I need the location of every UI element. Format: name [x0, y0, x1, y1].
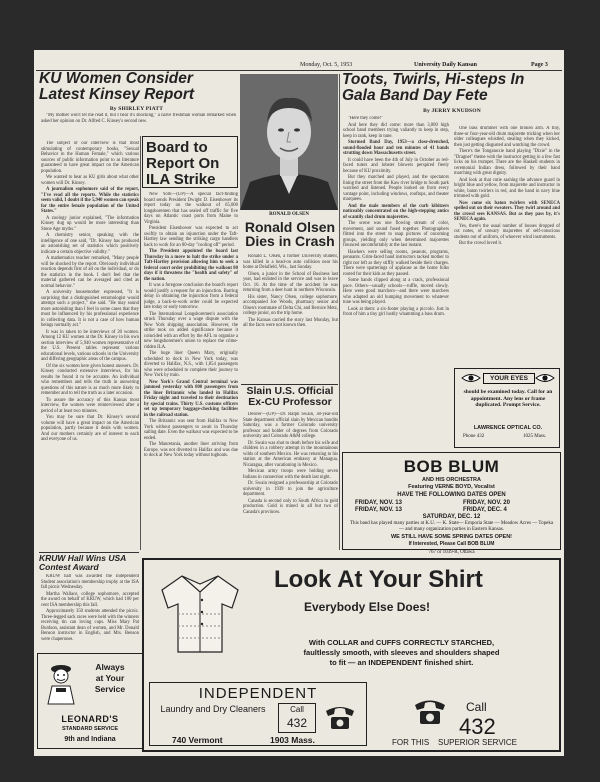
superior-service: SUPERIOR SERVICE — [438, 738, 517, 747]
independent-address: 1903 Mass. — [270, 735, 315, 745]
issue-date: Monday, Oct. 5, 1953 — [300, 62, 353, 68]
band-para: Hawkers were selling rooms, peanuts, programs, pennants. Grim-faced band instructors tacked mother to right nor left as they stiffly walked beside their charges. There were spatterings of applause as the home folks rooted for their kids as they passed. — [343, 249, 449, 277]
olsen-photo — [240, 74, 338, 210]
kinsey-para: You may be sure that Dr. Kinsey's second volume will have a great impact on the American population, partly because it deals with women. And our mothers certainly are of interest to each and everyone of us. — [41, 415, 139, 442]
blum-spring: WE STILL HAVE SOME SPRING DATES OPEN! — [390, 534, 512, 540]
kinsey-byline: By SHIRLEY PIATT — [109, 106, 164, 112]
eye-icon — [461, 373, 481, 383]
olsen-para: Olsen, a junior in the School of Business last year, had enlisted in the service and was to leave Oct. 16. At the time of the accident he was returning from a deer hunt in northern Wisconsin. — [243, 271, 338, 293]
board-para: New York's Grand Central terminal was jammed yesterday with 800 passengers from the liner Britannic who landed in Halifax Friday night and traveled to their destination by special trains. Thirty U.S. customs officers set up temporary baggage-checking facilities in the railroad station. — [144, 379, 238, 418]
telephone-icon — [322, 703, 358, 731]
band-para: Some bands clipped along at a crack, professional pace. Others—usually schools—ruffle, moved slowly. Here were good marchers—and there were marchers who adapted an old humping movement to whatever tune was being played. — [343, 278, 449, 305]
newspaper-page — [34, 50, 564, 756]
slain-para: Canada is second only to South Africa in gold production. Gold is mined in all but two of Canada's provinces. — [243, 498, 338, 515]
band-para: Stormed Band Day, 1953—a close-drenched, sound-flooded hour and ten minutes of 41 bands strutting down Massachusetts street. — [343, 140, 449, 156]
board-para: President Eisenhower was expected to act swiftly to obtain an injunction under the Taft-Hartley law sending the striking cargo handlers back to work for an 80-day "cooling off" period. — [144, 226, 238, 248]
band-col1 — [343, 116, 449, 450]
kinsey-para: The subject of our interview is that most stimulating of contemporary books, "Sexual Behavior in the Human Female," which various sources of public information point to as literature guaranteed to have great impact on the American population. — [41, 141, 139, 174]
kinsey-para: A university housemother expressed, "It is surprising that a distinguished entomologist would attempt such a project," she said. "He may sound more astonishing than I feel in some cases that they must be influenced by his professional experience in collecting data. It is not a case of how human beings normally act." — [41, 290, 139, 328]
column-rule — [140, 136, 141, 550]
shirt-text — [244, 638, 559, 668]
olsen-caption: RONALD OLSEN — [269, 212, 309, 217]
blum-open: HAVE THE FOLLOWING DATES OPEN — [397, 492, 506, 498]
band-para: "Here they come!" — [348, 116, 384, 121]
kinsey-para: A journalism sophomore said of the report, "I've read all the reports. While the statistics seem valid, I doubt if the 5,940 women can speak for the entire female population of the United States." — [41, 187, 139, 214]
blum-orchestra: AND HIS ORCHESTRA — [422, 477, 481, 483]
shirt-text-line: With COLLAR and CUFFS CORRECTLY STARCHED, — [308, 638, 495, 647]
band-para: Yes, there's the usual number of bosses dropped of cut notes, of unwary majorettes of self-conscious students out of uniform, of whoever wind instruments. — [454, 223, 560, 240]
kruw-headline: KRUW Hall Wins USA Contest Award — [39, 553, 126, 572]
olsen-body — [243, 254, 338, 382]
blum-name: BOB BLUM — [403, 457, 500, 476]
board-headline-box — [142, 136, 238, 188]
band-headline: Toots, Twirls, Hi-steps In Gala Band Day Fete — [342, 71, 525, 104]
slain-para: Dr. Swain resigned a professorship at Colorado university in 1939 to join the agriculture department. — [243, 481, 338, 497]
leonards-name: LEONARD'S — [61, 714, 119, 724]
kruw-para: KRUW hall was awarded the Independent Student association's membership trophy at the ISA fall picnic Wednesday. — [41, 574, 139, 590]
board-para: New York—(UP)—A special fact-finding board sends President Dwight D. Eisenhower its report today on the walkout of 65,000 longshoremen that has sealed off traffic for five days on Atlantic coast ports from Maine to Virginia. — [144, 192, 238, 225]
eyes-address: 1025 Mass. — [523, 434, 547, 439]
slain-para: Denver—(UP)—Dr. Ralph Swain, 38-year-old State department official slain by Mexican bandits Saturday, was a former Colorado university professor and holder of degrees from Colorado university and Colorado A&M college. — [243, 412, 338, 439]
column-rule — [339, 74, 340, 550]
kinsey-para: We wanted to hear as KU girls about what other women will Dr. Kinsey. — [41, 175, 139, 186]
kinsey-para: It was in taken to be interviews of 20 women. Among 12 KU women at the Dr. Kinsey in his own section interview of 5,940 women representative of the U.S. Present tables represent various educational levels, various schools in the University and differing geographic areas of the campus. — [41, 329, 139, 362]
call-box — [278, 703, 316, 733]
band-col2 — [454, 126, 560, 364]
eyes-company: LAWRENCE OPTICAL CO. — [473, 425, 543, 431]
slogan-line: Always — [95, 662, 125, 672]
eye-icon — [535, 373, 555, 383]
blum-band-text: This band has played many parties at K.U. — K. State— Emporia State — Meadow Acres — Topeka — and many organization parties in Eastern Kansas. — [349, 521, 554, 532]
kinsey-column — [41, 141, 139, 551]
eyes-phone: Phone 432 — [463, 434, 485, 439]
kinsey-para: To assure the accuracy of this Kansas most interview, the women were reinterviewed after a period of at least two minutes. — [41, 397, 139, 414]
eyes-text: should be examined today. Call for an appointment. Any lens or frame duplicated. Prompt Service. — [463, 389, 553, 408]
slogan-line: at Your — [95, 673, 125, 683]
leonards-ad — [37, 653, 143, 749]
slain-headline: Slain U.S. Official Ex-CU Professor — [246, 385, 334, 408]
blum-date: SATURDAY, DEC. 12 — [422, 514, 481, 520]
band-para: And the male members of the curb kibitzers noticeably concentrated on the high-stepping antics of scantily clad drum majorettes. — [343, 203, 449, 220]
independent-shirt-ad — [142, 558, 561, 752]
leonards-address: 9th and Indiana — [64, 736, 116, 743]
paper-name: University Daily Kansan — [414, 62, 478, 68]
independent-name: INDEPENDENT — [198, 685, 318, 702]
blum-featuring: Featuring VERNE BOYD, Vocalist — [408, 484, 495, 490]
blum-date: FRIDAY, DEC. 4 — [463, 507, 507, 513]
band-byline: By JERRY KNUDSON — [423, 108, 481, 114]
band-para: And look at that cutie sashing the advance guard in bright blue and yellow, from majorette and instructor in white, baton twirlers in red, and the band in navy blue trimmed with gold. — [454, 177, 560, 199]
board-headline: Board to Report On ILA Strike — [146, 139, 220, 188]
kinsey-para: A mathematics teacher remarked, "Many people will be shocked by the report. Obviously individual reaction depends first of all on the individual, or do the statistics in the book. I don't feel that the material gathered can be averaged and cited as normal behavior." — [41, 256, 139, 289]
kinsey-para: Of the six women here given honest answers. Dr. Kinsey conducted extensive interviews, for his results he found it to be accurate. An individual who remembers and tells the truth in answering questions of this nature is as much more likely to remember and to tell the truth as a later occasion. — [41, 363, 139, 396]
independent-address: 740 Vermont — [172, 735, 223, 745]
board-para: The huge liner Queen Mary, originally scheduled to dock in New York today, was diverted to Halifax, N.S., with 1,854 passengers who were scheduled to complete their journey to New York by train. — [144, 351, 238, 378]
board-para: It was a foregone conclusion the board's report would justify a request for an injunction. Barring delay in obtaining the injunction from a federal judge, a back-to-work order could be expected late today or early tomorrow. — [144, 283, 238, 310]
board-para: The President appointed the board last Thursday in a move to halt the strike under a Taft-Hartley provision allowing him to seek a federal court order prohibiting the walkout 80 days if it threatens the "health and safety" of the nation. — [144, 249, 238, 282]
call-label: Call — [290, 705, 304, 714]
band-para: And here they did come: more than 3,000 high school band members trying valiantly to keep in step, keep in rank, keep in tune. — [343, 122, 449, 139]
leonards-slogan — [80, 662, 140, 695]
band-para: It could have been the 4th of July in October as red-faced tuters and lobster blowers perspired freely because of KU proximity. — [343, 157, 449, 174]
olsen-para: The Kansas carried the story last Monday, but all the facts were not known then. — [243, 317, 338, 328]
blum-date: FRIDAY, NOV. 13 — [355, 500, 402, 506]
telephone-icon — [412, 696, 448, 726]
blum-interested: If Interested, Please Call BOB BLUM — [408, 541, 495, 547]
independent-box — [149, 682, 367, 746]
shirt-text-line: to fit — an INDEPENDENT finished shirt. — [329, 658, 474, 667]
board-body — [144, 192, 238, 552]
kruw-body — [41, 574, 139, 654]
kinsey-para: A zoology junior explained, "The information Kinsey dug up would be more interesting than Stone Age myths." — [41, 215, 139, 232]
call-label-2: Call — [466, 700, 487, 714]
blum-phone: 767 or 1039-R, Ottawa — [428, 550, 475, 555]
page-number: Page 3 — [531, 62, 548, 68]
blum-date: FRIDAY, NOV. 13 — [355, 507, 402, 513]
band-para: The scene was one flowing stream of color, movement, and sound fused together. Photographers flitted into the street to snap pictures of oncoming groups, yielding only when determined majorettes flounced uncomfortably at the last instant. — [343, 221, 449, 248]
shirt-subheadline: Everybody Else Does! — [304, 600, 431, 614]
leonards-sub: STANDARD SERVICE — [61, 726, 119, 732]
band-para: Now come six baton twirlers with SENECA spelled out on their sweaters. They twirl around and the crowd sees KANSAS. But as they pass by, it's SENECA again. — [454, 200, 560, 222]
shirt-illustration — [152, 570, 248, 656]
slain-para: Dr. Swain was shot to death before his wife and children in a robbery attempt in the mountainous wilds of southern Mexico. He was returning to his station at the American embassy at Managua, Nicaragua, after vacationing in Mexico. — [243, 440, 338, 468]
kruw-para: Approximately 350 students attended the picnic. Three-legged sack races were held with the winners receiving tin can loving cups. Miss Mary Pat Burdson, assistant dean of women, and Mr. Donald Benson instructor in English, and Mrs. Benson were chaperones. — [41, 609, 139, 642]
for-this: FOR THIS — [392, 738, 430, 747]
olsen-para: His sister, Nancy Olsen, college sophomore, accompanied Joe Woods, pharmacy senior and Olsen's roommate of Delta Chi, and Bernice Metz, college junior, on the trip home. — [243, 294, 338, 316]
board-para: The Britannic was sent from Halifax to New York without passengers to await in Thursday sailing date. Even the walkout was expected to be ended. — [144, 419, 238, 441]
kinsey-para: A chemistry senior, speaking with the intelligence of one said, "Dr. Kinsey has produced an astonishing set of statistics which positively indicate a certain objective validity." — [41, 233, 139, 255]
portrait-image — [240, 74, 338, 210]
call-number-2: 432 — [459, 714, 496, 739]
board-para: The Mauretania, another liner arriving from Europe, was not diverted to Halifax and was due to dock at New York today without tugboats. — [144, 442, 238, 458]
kinsey-headline: KU Women Consider Latest Kinsey Report — [39, 70, 195, 103]
call-number: 432 — [286, 716, 308, 730]
eyes-ad — [454, 368, 560, 448]
shirt-headline: Look At Your Shirt — [274, 566, 483, 593]
eyes-title: YOUR EYES — [483, 373, 535, 384]
board-para: The International Longshoremen's association struck Thursday over a wage dispute with the New York shipping association. However, the strike took on added significance because it coincided with an effort by the AFL to organize a new longshoremen's union to replace the crime-ridden ILA. — [144, 311, 238, 350]
slogan-line: Service — [94, 684, 126, 694]
independent-service: Laundry and Dry Cleaners — [160, 704, 266, 714]
olsen-headline: Ronald Olsen Dies in Crash — [244, 219, 336, 250]
band-para: But they marched and played, and the spectators lining the street from the Kaw river bridge to South park watched and listened. People looked on from every vantage point, including windows, rooftops, and theater marquees. — [343, 175, 449, 202]
attendant-illustration — [44, 660, 78, 708]
band-para: But the crowd loved it. — [459, 241, 503, 246]
band-para: Look at them: a six-footer playing a piccolo. Just in front of him a tiny girl lustily whamming a bass drum. — [343, 306, 449, 317]
shirt-text-line: faultlessly smooth, with sleeves and shoulders shaped — [303, 648, 500, 657]
bob-blum-ad — [342, 452, 561, 550]
slain-para: Mexican army troops were holding seven Indians in connection with the death last night. — [243, 469, 338, 480]
blum-date: FRIDAY, NOV. 20 — [463, 500, 510, 506]
band-para: One bass drummer with one broken arm. A tiny, three-or four-year-old drum majorette tricking when her older colleagues whistled, stealing when they kicked, then just getting disgusted and watching the crowd. — [454, 126, 560, 148]
kinsey-para: "My mother won't let me read it, but I hear it's shocking," a naive freshman woman remarked when asked her opinion on Dr. Alfred C. Kinsey's second new. — [41, 113, 236, 124]
band-para: There's the Tonganoxie band playing "Dixie" in the "Dragnet" theme with the instructor getting in a few fast licks on his trumpet. There are the Haskell students in ceremonial Indian dress, followed by their band marching with great dignity. — [454, 149, 560, 176]
kruw-para: Martha Wallace, college sophomore, accepted the award on behalf of KRUW, which had 100 per cent ISA membership this fall. — [41, 591, 139, 608]
slain-body — [243, 412, 338, 552]
olsen-para: Ronald L. Olsen, a former University student, was killed in a head-on auto collision near his home at Delafield, Wis., last Sunday. — [243, 254, 338, 270]
